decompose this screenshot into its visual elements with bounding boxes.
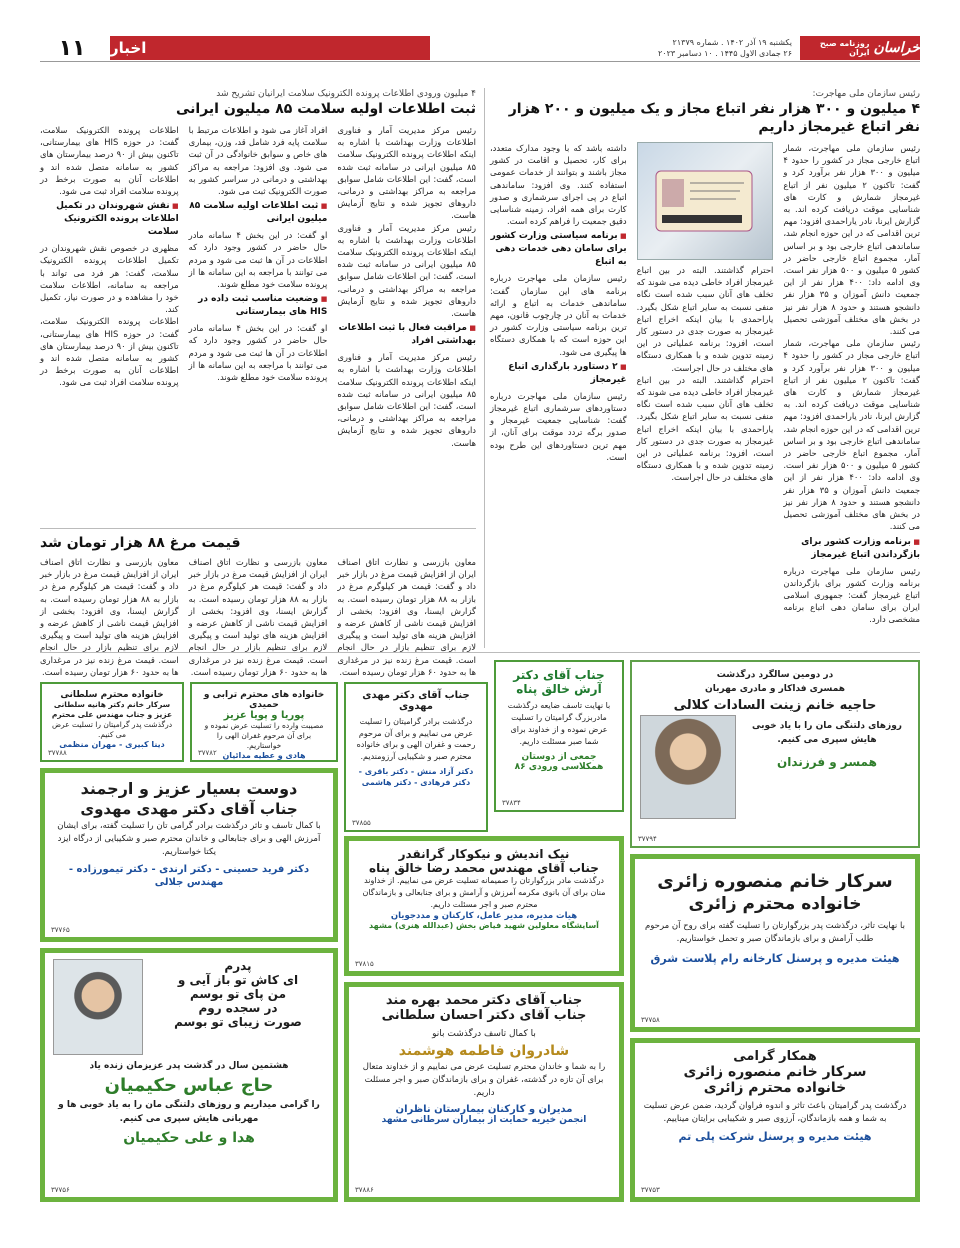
ad-message: روزهای دلتنگی مان را با یاد خوبی هایش سپری می کنیم.: [752, 721, 902, 745]
ad-message: با کمال تاسف و تاثر درگذشت برادر گرامی تان را تسلیت گفته، برای ایشان آمرزش الهی و برای جنابعالی و خاندان محترم صبر و شکیبایی از درگاه ایزد یکتا خواستاریم.: [57, 821, 321, 857]
article-kicker: ۴ میلیون ورودی اطلاعات پرونده الکترونیک سلامت ایرانیان تشریح شد: [216, 89, 476, 99]
ad-heading: جناب آقای دکتر محمد بهره مند: [385, 993, 583, 1008]
ad-heading: جناب آقای دکتر مهدی مهدوی: [362, 690, 470, 712]
article-body: معاون بازرسی و نظارت اتاق اصناف ایران از افزایش قیمت مرغ در بازار خبر داد و گفت: قیمت هر کیلوگرم مرغ در بازار به ۸۸ هزار تومان رسیده است. به گزارش ایسنا، وی افزود: بخشی از افزایش قیمت ناشی از کاهش عرضه و افزایش هزینه های تولید است و پیگیری لازم برای تنظیم بازار در حال انجام است. قیمت مرغ زنده نیز در مرغداری ها به حدود ۶۰ هزار تومان رسیده است.: [337, 557, 476, 677]
logo-subtitle: روزنامه صبح ایران: [819, 39, 870, 57]
ad-name: سرکار خانم منصوره زائری: [683, 1064, 867, 1080]
article-column: [40, 124, 179, 449]
article-subhead: ■ برنامه سیاستی وزارت کشور برای سامان دهی خدمات دهی به اتباع: [490, 230, 627, 269]
article-body: اطلاعات پرونده الکترونیک سلامت، گفت: در حوزه HIS های بیمارستانی، تاکنون بیش از ۹۰ درصد بیمارستان های کشور به سامانه متصل شده اند و اطلاعات آنان به صورت برخط در پرونده سلامت افراد ثبت می شود.: [39, 316, 179, 388]
ad-heading: در دومین سالگرد درگذشت: [716, 670, 834, 680]
ad-name: خانواده محترم زائری: [703, 1080, 847, 1096]
ad-code: ۳۷۷۶۵: [51, 926, 70, 934]
ad-message: با نهایت تاسف ضایعه درگذشت مادربزرگ گرامیتان را تسلیت عرض نموده و از خداوند برای شما صبر مسئلت داریم.: [507, 701, 611, 746]
ad-signature: دکتر آزاد منش - دکتر باقری - دکتر فرهادی - دکتر هاشمی: [358, 767, 474, 787]
ad-signature: هیات مدیره، مدیر عامل، کارکنان و مددجویان: [390, 911, 578, 921]
ad-message: درگذشت پدر گرامیتان را تسلیت عرض می کنیم.: [51, 720, 173, 739]
condolence-ad-poly-tam: [630, 1038, 920, 1202]
id-card-photo: [637, 142, 774, 260]
article-kicker: رئیس سازمان ملی مهاجرت:: [812, 89, 920, 99]
article-body: رئیس سازمان ملی مهاجرت درباره برنامه وزارت کشور برای بازگرداندن اتباع غیرمجاز گفت: جمهوری اسلامی ایران برای سامان دهی اتباع برنامه مشخصی دارد.: [783, 565, 920, 625]
ad-signature: همسر و فرزندان: [777, 755, 877, 769]
date-line-1: یکشنبه ۱۹ آذر ۱۴۰۲ . شماره ۲۱۳۷۹: [672, 38, 792, 47]
article-column: [337, 124, 476, 449]
ad-code: ۳۷۸۱۵: [355, 960, 374, 968]
article-subhead: ■ ثبت اطلاعات اولیه سلامت ۸۵ میلیون ایرانی: [189, 200, 328, 226]
ad-line: سرکار خانم دکتر هانیه سلطانی عزیز و جناب مهندس علی محترم: [51, 700, 173, 719]
ad-code: ۳۷۷۵۳: [641, 1186, 660, 1194]
ad-signature: هیئت مدیره و پرسنل کارخانه رام پلاست شرق: [650, 952, 900, 965]
ad-message: را به شما و خاندان محترم تسلیت عرض می نماییم و از خداوند متعال برای آن تازه در گذشته، غفران و برای بازماندگان صبر و اجر مسئلت داریم.: [362, 1062, 606, 1098]
ad-heading: خانواده محترم سلطانی: [60, 690, 164, 700]
poem-line: من پای تو بوسم: [189, 987, 287, 1001]
ad-message: با نهایت تاثر، درگذشت پدر بزرگوارتان را تسلیت گفته برای روح آن مرحوم طلب آرامش و برای بازماندگان صبر و تحمل خواستاریم.: [645, 921, 905, 944]
ad-signature: مدیران و کارکنان بیمارستان ناظران: [395, 1104, 573, 1115]
ad-heading: خانواده های محترم ترابی و حمیدی: [203, 690, 325, 710]
ad-signature: دکتر فرید حسینی - دکتر ارندی - دکتر تیمورزاده - مهندس جلالی: [68, 864, 310, 888]
article-subhead: ■ مراقبت فعال با ثبت اطلاعات بهداشتی افراد: [337, 322, 476, 348]
masthead: [40, 34, 920, 62]
ad-code: ۳۷۷۵۶: [51, 1186, 70, 1194]
article-body: رئیس مرکز مدیریت آمار و فناوری اطلاعات وزارت بهداشت با اشاره به اینکه اطلاعات پرونده الکترونیک سلامت ۸۵ میلیون ایرانی در سامانه ثبت شده است، گفت: این اطلاعات شامل سوابق مراجعه به مراکز بهداشتی و درمانی، داروهای تجویز شده و نتایج آزمایش هاست.: [337, 352, 476, 448]
ad-message: مصیبت وارده را تسلیت عرض نموده و برای آن مرحوم غفران الهی را خواستاریم.: [204, 721, 324, 750]
condolence-ad-torabi: [190, 682, 338, 762]
ad-name: خانواده محترم زائری: [688, 894, 862, 914]
article-chicken-price: [39, 534, 476, 677]
ad-signature: هیئت مدیره و پرسنل شرکت پلی تم: [678, 1130, 872, 1143]
article-body: معاون بازرسی و نظارت اتاق اصناف ایران از افزایش قیمت مرغ در بازار خبر داد و گفت: قیمت هر کیلوگرم مرغ در بازار به ۸۸ هزار تومان رسیده است. به گزارش ایسنا، وی افزود: بخشی از افزایش قیمت ناشی از کاهش عرضه و افزایش هزینه های تولید است و پیگیری لازم برای تنظیم بازار در حال انجام است. قیمت مرغ زنده نیز در مرغداری ها به حدود ۶۰ هزار تومان رسیده است.: [39, 557, 179, 677]
ad-name: شادروان فاطمه هوشمند: [398, 1043, 570, 1059]
ad-code: ۳۷۸۳۴: [502, 799, 521, 807]
condolence-ad-charity: [344, 836, 624, 976]
section-divider: [40, 652, 920, 653]
condolence-ad-bahremand: [344, 982, 624, 1202]
section-divider: [40, 528, 476, 529]
article-headline[interactable]: ثبت اطلاعات اولیه سلامت ۸۵ میلیون ایرانی: [175, 101, 476, 117]
logo-wordmark: خراسان: [873, 40, 920, 56]
condolence-ad-khalegh-panah: [494, 660, 624, 812]
article-body: مظهری در خصوص نقش شهروندان در تکمیل اطلاعات پرونده الکترونیک سلامت، گفت: هر فرد می تواند با مراجعه به سامانه، اطلاعات سلامت خود را مشاهده و در صورت نیاز، تکمیل کند.: [39, 243, 179, 315]
article-body: رئیس سازمان ملی مهاجرت، شمار اتباع خارجی مجاز در کشور را حدود ۴ میلیون و ۳۰۰ هزار نفر برآورد کرد و گفت: تاکنون ۲ میلیون نفر از اتباع غیرمجاز شمارش و کارت های شناسایی موقت دریافت کرده اند. به گزارش ایرنا، نادر یاراحمدی افزود: مهم ترین اقدامی که در این حوزه انجام شد، ساماندهی اتباع خارجی بود و بر اساس آمار، مجموع اتباع خارجی حاضر در کشور ۵ میلیون و ۵۰۰ هزار نفر است. وی ادامه داد: ۴۰۰ هزار نفر از این جمعیت دانش آموزان و ۳۵ هزار نفر دانشجو هستند و حدود ۸ هزار نفر نیز در بخش های مختلف آموزشی تحصیل می کنند.: [783, 338, 921, 532]
ad-heading: جناب آقای دکتر آرش خالق پناه: [513, 668, 605, 696]
poem-line: صورت زیبای تو بوسم: [174, 1015, 302, 1029]
ad-line: همسری فداکار و مادری مهربان: [705, 684, 845, 694]
article-body: احترام گذاشتند. البته در بین اتباع غیرمجاز افراد خاطی دیده می شوند که تخلف های آنان سبب شده است نگاه منفی نسبت به سایر اتباع شکل بگیرد. یاراحمدی با بیان اینکه اخراج اتباع غیرمجاز به صورت جدی در دستور کار است، افزود: برنامه عملیاتی در این زمینه تدوین شده و با همکاری دستگاه های مختلف در حال اجراست.: [636, 374, 774, 483]
condolence-ad-mahdavi-small: [344, 682, 488, 832]
portrait-photo: [640, 715, 736, 819]
article-health-records: [40, 88, 476, 524]
ad-code: ۳۷۷۹۴: [638, 835, 657, 843]
article-column: [783, 142, 920, 626]
ad-heading: دوست بسیار عزیز و ارجمند: [80, 779, 298, 798]
article-subhead: ■ برنامه وزارت کشور برای بازگرداندن اتباع غیرمجاز: [783, 536, 920, 562]
ad-heading: نیک اندیش و نیکوکار گرانقدر: [398, 847, 570, 861]
article-body: احترام گذاشتند. البته در بین اتباع غیرمجاز افراد خاطی دیده می شوند که تخلف های آنان سبب شده است نگاه منفی نسبت به سایر اتباع شکل بگیرد. یاراحمدی با بیان اینکه اخراج اتباع غیرمجاز به صورت جدی در دستور کار است، افزود: برنامه عملیاتی در این زمینه تدوین شده و با همکاری دستگاه های مختلف در حال اجراست.: [636, 265, 774, 373]
ad-name: حاجیه خانم زینت السادات کلالی: [673, 698, 877, 713]
ad-name: جناب آقای مهندس محمد رضا خالق پناه: [369, 861, 599, 875]
article-body: داشته باشد که با وجود مدارک متعدد، برای کار، تحصیل و اقامت در کشور مجاز باشند و بتوانند از خدمات عمومی استفاده کنند. وی افزود: ساماندهی اتباع در پی اجرای سرشماری و صدور کارت برای همه افراد، زمینه شناسایی دقیق جمعیت را فراهم کرده است.: [489, 143, 627, 227]
article-column: [637, 142, 774, 626]
ad-signature: هدا و علی حکیمیان: [123, 1130, 255, 1146]
article-column: [189, 124, 328, 449]
article-body: افراد آغاز می شود و اطلاعات مرتبط با سلامت پایه فرد شامل قد، وزن، بیماری های خاص و سوابق خانوادگی در آن ثبت می شود. وی افزود: مراجعه به مراکز بهداشتی و درمانی در سراسر کشور به صورت الکترونیک ثبت می شود.: [188, 125, 328, 197]
ad-line: با کمال تاسف درگذشت بانو: [432, 1029, 536, 1039]
ad-heading: جناب آقای دکتر احسان سلطانی: [381, 1008, 587, 1023]
ad-code: ۳۷۸۵۵: [352, 819, 371, 827]
ad-signature: آسایشگاه معلولین شهید فیاض بخش (عبدالله هنری) مشهد: [369, 921, 599, 930]
date-line-2: ۲۶ جمادی الاول ۱۴۴۵ . ۱۰ دسامبر ۲۰۲۳: [657, 49, 792, 58]
ad-heading: سرکار خانم منصوره زائری: [657, 871, 893, 892]
article-headline[interactable]: ۴ میلیون و ۳۰۰ هزار نفر اتباع مجاز و یک میلیون و ۲۰۰ هزار نفر اتباع غیرمجاز داریم: [508, 101, 920, 135]
article-column: [490, 142, 627, 626]
ad-message: درگذشت برادر گرامیتان را تسلیت عرض می نماییم و برای آن مرحوم رحمت و غفران الهی و برای خانواده محترم صبر و شکیبایی آرزومندیم.: [356, 717, 476, 761]
ad-signature: هادی و عطیه مدائیان: [222, 751, 306, 760]
poem-line: پدرم: [224, 959, 252, 973]
issue-date: [658, 37, 792, 59]
article-headline[interactable]: قیمت مرغ ۸۸ هزار تومان شد: [40, 535, 241, 551]
article-body: رئیس مرکز مدیریت آمار و فناوری اطلاعات وزارت بهداشت با اشاره به اینکه اطلاعات پرونده الکترونیک سلامت ۸۵ میلیون ایرانی در سامانه ثبت شده است، گفت: این اطلاعات شامل سوابق مراجعه به مراکز بهداشتی و درمانی، داروهای تجویز شده و نتایج آزمایش هاست.: [337, 222, 476, 319]
ad-name: پوریا و پویا عزیز: [223, 710, 305, 721]
article-body: رئیس سازمان ملی مهاجرت درباره دستاوردهای سرشماری اتباع غیرمجاز گفت: شناسایی جمعیت غیرمجاز و صدور برگه تردد موقت برای آنان، از مهم ترین دستاوردهای این طرح بوده است.: [489, 390, 627, 462]
article-body: معاون بازرسی و نظارت اتاق اصناف ایران از افزایش قیمت مرغ در بازار خبر داد و گفت: قیمت هر کیلوگرم مرغ در بازار به ۸۸ هزار تومان رسیده است. به گزارش ایسنا، وی افزود: بخشی از افزایش قیمت ناشی از کاهش عرضه و افزایش هزینه های تولید است و پیگیری لازم برای تنظیم بازار در حال انجام است. قیمت مرغ زنده نیز در مرغداری ها به حدود ۶۰ هزار تومان رسیده است.: [188, 557, 328, 677]
portrait-photo: [53, 959, 143, 1055]
page-number: ۱۱: [58, 35, 86, 61]
ad-message: درگذشت پدر گرامیتان باعث تاثر و اندوه فراوان گردید، ضمن عرض تسلیت به شما و همه بازماندگان، آرزوی صبر و شکیبایی برایتان میناییم.: [643, 1101, 907, 1124]
ad-heading: همکار گرامی: [733, 1049, 817, 1064]
article-body: رئیس سازمان ملی مهاجرت، شمار اتباع خارجی مجاز در کشور را حدود ۴ میلیون و ۳۰۰ هزار نفر برآورد کرد و گفت: تاکنون ۲ میلیون نفر از اتباع غیرمجاز شمارش و کارت های شناسایی موقت دریافت کرده اند. به گزارش ایرنا، نادر یاراحمدی افزود: مهم ترین اقدامی که در این حوزه انجام شد، ساماندهی اتباع خارجی بود و بر اساس آمار، مجموع اتباع خارجی حاضر در کشور ۵ میلیون و ۵۰۰ هزار نفر است. وی ادامه داد: ۴۰۰ هزار نفر از این جمعیت دانش آموزان و ۳۵ هزار نفر دانشجو هستند و حدود ۸ هزار نفر نیز در بخش های مختلف آموزشی تحصیل می کنند.: [783, 143, 921, 337]
article-subhead: ■ ۲ دستاورد بارگذاری اتباع غیرمجاز: [490, 361, 627, 387]
column-divider: [484, 88, 485, 648]
article-body: رئیس سازمان ملی مهاجرت درباره برنامه های این سازمان گفت: ساماندهی خدمات به اتباع و ارائه خدمات به آنان در چارچوب قانون، مهم ترین برنامه سیاستی وزارت کشور در این حوزه است که با همکاری دستگاه ها پیگیری می شود.: [489, 273, 627, 357]
article-subhead: ■ وضعیت مناسب ثبت داده در HIS های بیمارستانی: [189, 293, 328, 319]
article-body: او گفت: در این بخش ۴ سامانه مادر حال حاضر در کشور وجود دارد که اطلاعات در آن ها ثبت می شود و مردم می توانند با مراجعه به این سامانه ها از پرونده سلامت خود مطلع شوند.: [188, 323, 328, 383]
ad-signature: جمعی از دوستان همکلاسی ورودی ۸۶: [514, 752, 604, 772]
condolence-ad-kalali: [630, 660, 920, 848]
ad-message: را گرامی میداریم و روزهای دلتنگی مان را به یاد خوبی ها و مهربانی هایش سپری می کنیم.: [58, 1100, 320, 1124]
id-card-icon: [650, 161, 760, 241]
section-title[interactable]: اخبار: [110, 36, 430, 60]
article-body: رئیس مرکز مدیریت آمار و فناوری اطلاعات وزارت بهداشت با اشاره به اینکه اطلاعات پرونده الکترونیک سلامت ۸۵ میلیون ایرانی در سامانه ثبت شده است، گفت: این اطلاعات شامل سوابق مراجعه به مراکز بهداشتی و درمانی، داروهای تجویز شده و نتایج آزمایش هاست.: [337, 125, 476, 221]
memorial-ad-hakimian: [40, 948, 338, 1202]
ad-signature: دینا کبیری - مهران منظمی: [59, 740, 165, 749]
article-body: اطلاعات پرونده الکترونیک سلامت، گفت: در حوزه HIS های بیمارستانی، تاکنون بیش از ۹۰ درصد بیمارستان های کشور به سامانه متصل شده اند و اطلاعات آنان به صورت برخط در پرونده سلامت افراد ثبت می شود.: [39, 125, 179, 197]
newspaper-logo[interactable]: [800, 36, 920, 60]
ad-code: ۳۷۷۸۸: [48, 749, 67, 757]
ad-code: ۳۷۷۵۸: [641, 1016, 660, 1024]
ad-code: ۳۷۸۸۶: [355, 1186, 374, 1194]
ad-line: هشتمین سال در گذشت پدر عزیزمان زنده یاد: [89, 1061, 289, 1071]
article-body: او گفت: در این بخش ۴ سامانه مادر حال حاضر در کشور وجود دارد که اطلاعات در آن ها ثبت می شود و مردم می توانند با مراجعه به این سامانه ها از پرونده سلامت خود مطلع شوند.: [188, 230, 328, 290]
ad-message: درگذشت مادر بزرگوارتان را صمیمانه تسلیت عرض می نماییم. از خداوند منان برای آن بانوی مکرمه آمرزش و آرامش و برای جنابعالی و بازماندگان محترم صبر و اجر مسئلت داریم.: [362, 876, 606, 909]
ad-name: جناب آقای دکتر مهدی مهدوی: [80, 800, 298, 818]
condolence-ad-mahdavi-large: [40, 768, 338, 942]
article-subhead: ■ نقش شهروندان در تکمیل اطلاعات پرونده الکترونیک سلامت: [40, 200, 179, 239]
ad-name: حاج عباس حکیمیان: [104, 1075, 274, 1096]
condolence-ad-ram-plast: [630, 854, 920, 1032]
article-immigration: [490, 88, 920, 648]
poem-line: ای کاش تو باز آیی و: [177, 973, 299, 987]
ad-signature: انجمن خیریه حمایت از بیماران سرطانی مشهد: [381, 1115, 587, 1125]
poem-line: در سجده روم: [198, 1001, 278, 1015]
ad-code: ۳۷۷۸۲: [198, 749, 217, 757]
condolence-ad-soltani: [40, 682, 184, 762]
